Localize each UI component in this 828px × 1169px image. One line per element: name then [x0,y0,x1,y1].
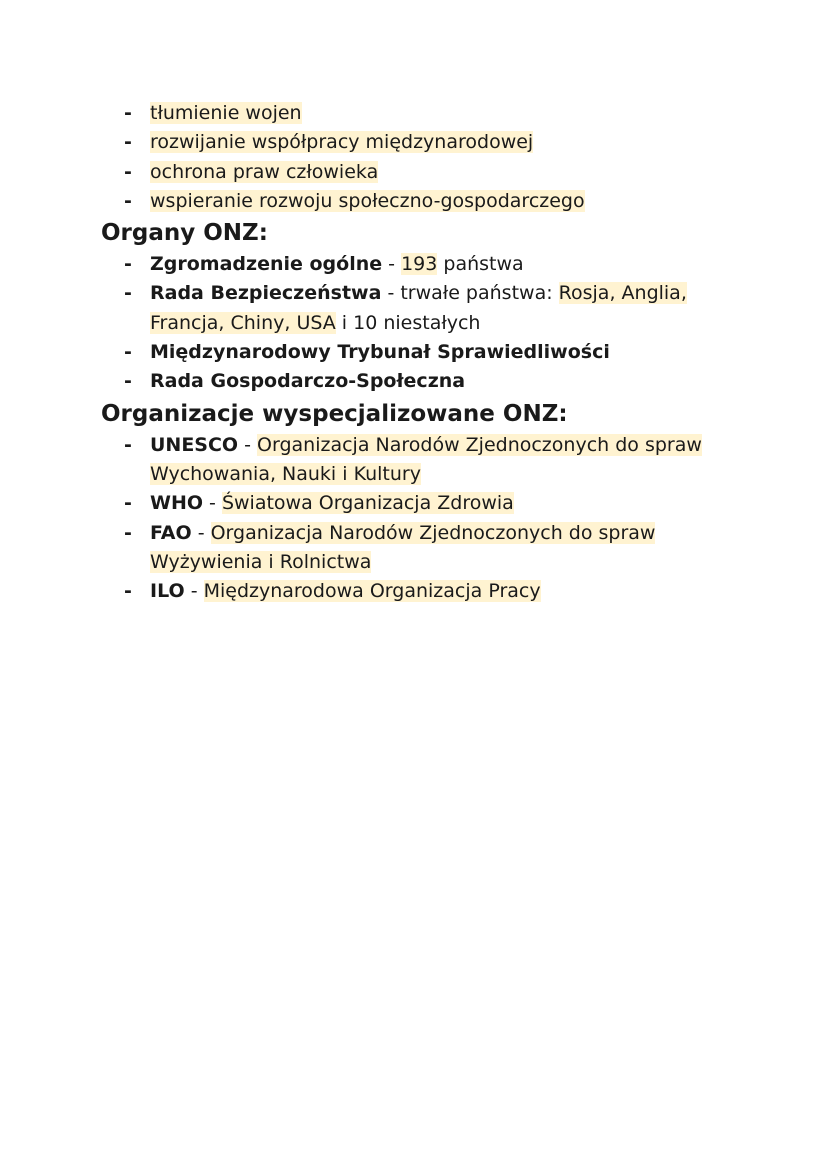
organ-name: Międzynarodowy Trybunał Sprawiedliwości [150,341,610,364]
agency-acronym: ILO [150,580,185,603]
list-item [0,577,828,606]
list-item [0,367,828,396]
list-item [0,519,828,578]
goal-text: tłumienie wojen [150,102,302,124]
list-item [0,489,828,518]
agencies-heading: Organizacje wyspecjalizowane ONZ: [101,400,568,427]
agency-acronym: FAO [150,521,192,544]
bullet-dash: - [124,131,132,154]
goal-text: ochrona praw człowieka [150,160,379,183]
organ-desc: państwa [437,253,524,276]
separator: - [381,282,401,305]
separator: - [191,521,211,544]
organ-name: Rada Bezpieczeństwa [150,282,382,305]
separator: - [238,433,258,456]
organs-heading: Organy ONZ: [101,220,268,247]
organ-name: Zgromadzenie ogólne [150,253,383,276]
goals-list [0,99,828,216]
goal-text: rozwijanie współpracy międzynarodowej [150,131,534,154]
bullet-dash: - [124,433,132,456]
separator: - [203,492,222,515]
list-item [0,338,828,367]
organs-list [0,250,828,396]
goal-text: wspieranie rozwoju społeczno-gospodarczego [150,189,585,212]
bullet-dash: - [124,253,132,276]
organ-desc: i 10 niestałych [335,311,481,334]
list-item [0,431,828,490]
list-item [0,158,828,187]
bullet-dash: - [124,370,132,393]
list-item [0,250,828,279]
separator: - [184,580,204,603]
list-item [0,128,828,157]
organ-count: 193 [401,253,438,276]
agency-fullname: Organizacja Narodów Zjednoczonych do spraw Wychowania, Nauki i Kultury [150,433,702,485]
bullet-dash: - [124,282,132,305]
bullet-dash: - [124,160,132,183]
list-item [0,187,828,216]
agency-acronym: WHO [150,492,204,515]
organ-desc: trwałe państwa: [400,282,559,305]
separator: - [382,253,402,276]
bullet-dash: - [124,492,132,515]
organ-name: Rada Gospodarczo-Społeczna [150,370,466,393]
agency-fullname: Światowa Organizacja Zdrowia [221,492,514,515]
bullet-dash: - [124,341,132,364]
list-item [0,279,828,338]
agency-fullname: Międzynarodowa Organizacja Pracy [203,580,541,603]
agencies-list [0,431,828,607]
list-item [0,99,828,128]
bullet-dash: - [124,521,132,544]
agency-acronym: UNESCO [150,433,239,456]
bullet-dash: - [124,189,132,212]
agency-fullname: Organizacja Narodów Zjednoczonych do spraw Wyżywienia i Rolnictwa [150,521,656,573]
bullet-dash: - [124,102,132,124]
bullet-dash: - [124,580,132,603]
permanent-members: Rosja, Anglia, Francja, Chiny, USA [150,282,687,334]
